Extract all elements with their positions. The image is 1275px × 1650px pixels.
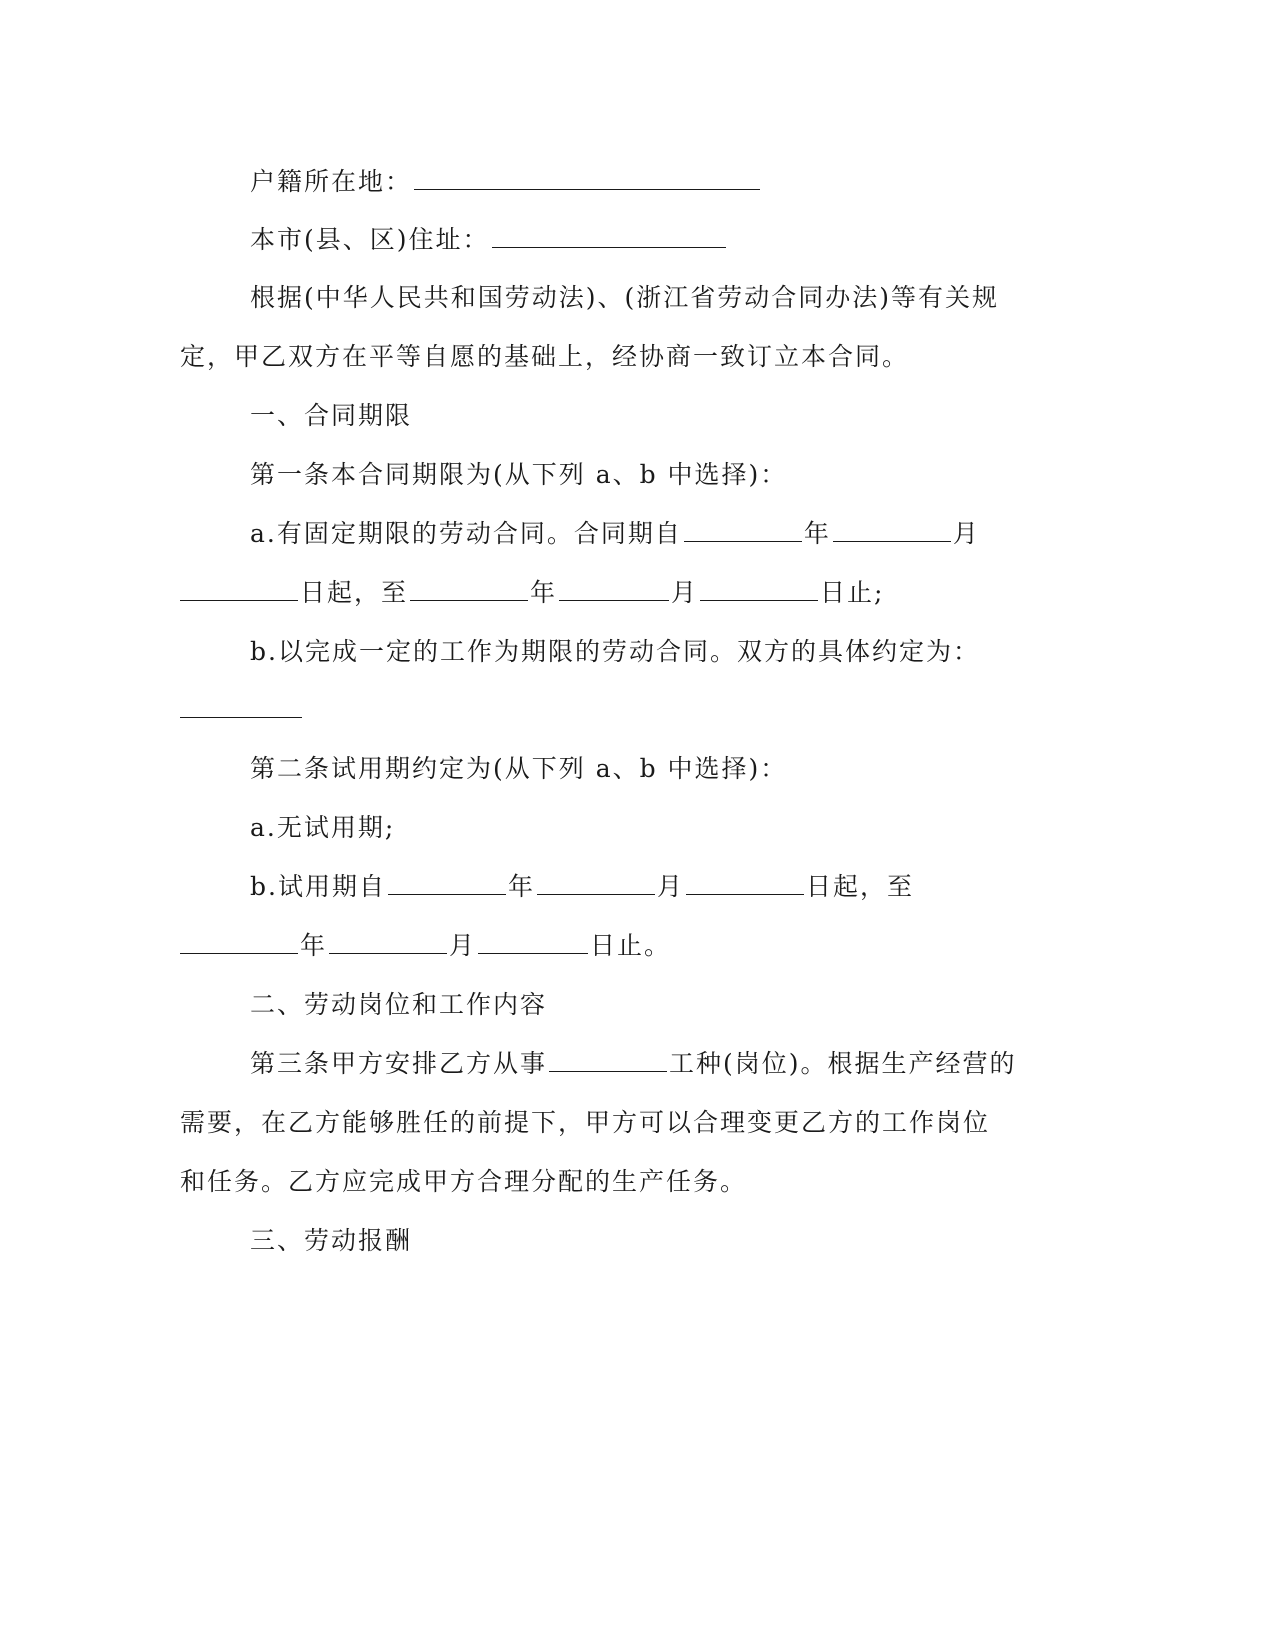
unit-text: 月 (952, 519, 980, 548)
paragraph-text: 定，甲乙双方在平等自愿的基础上，经协商一致订立本合同。 (180, 342, 910, 371)
contract-term-line (250, 514, 980, 554)
field-hukou-location (250, 162, 762, 202)
fill-in-blank[interactable] (684, 515, 802, 542)
option-a-line (250, 808, 395, 848)
article-line (250, 455, 787, 495)
option-b-blank-line (180, 690, 304, 730)
unit-text: 日起，至 (805, 872, 914, 901)
paragraph-line (250, 278, 999, 318)
field-local-address (250, 220, 728, 260)
fill-in-blank[interactable] (549, 1045, 667, 1072)
fill-in-blank[interactable] (388, 868, 506, 895)
fill-in-blank[interactable] (180, 691, 302, 718)
unit-text: 日止。 (590, 931, 672, 960)
article-text: 第二条试用期约定为(从下列 a、b 中选择)： (250, 754, 788, 783)
unit-text: 年 (530, 578, 558, 607)
probation-line-cont (180, 926, 671, 966)
option-b-line (250, 632, 980, 672)
field-label: 户籍所在地： (250, 167, 413, 196)
fill-in-blank[interactable] (478, 927, 588, 954)
unit-text: 月 (449, 931, 477, 960)
fill-in-blank[interactable] (329, 927, 447, 954)
probation-line (250, 867, 914, 907)
fill-in-blank[interactable] (537, 868, 655, 895)
article-text: 第一条本合同期限为(从下列 a、b 中选择)： (250, 460, 788, 489)
section-heading-text: 三、劳动报酬 (250, 1226, 413, 1255)
unit-text: 月 (671, 578, 699, 607)
section-heading-text: 一、合同期限 (250, 401, 413, 430)
article-text: 工种(岗位)。根据生产经营的 (669, 1049, 1017, 1078)
section-heading (250, 396, 412, 436)
fill-in-blank[interactable] (833, 515, 951, 542)
article-line (250, 1044, 1017, 1084)
article-text: 第三条甲方安排乙方从事 (250, 1049, 548, 1078)
option-text: b.试用期自 (250, 872, 386, 901)
contract-term-line-cont (180, 573, 884, 613)
fill-in-blank[interactable] (414, 163, 760, 190)
section-heading (250, 985, 547, 1025)
paragraph-line (180, 1103, 990, 1143)
field-label: 本市(县、区)住址： (250, 225, 490, 254)
paragraph-text: 和任务。乙方应完成甲方合理分配的生产任务。 (180, 1167, 748, 1196)
option-text: a.无试用期; (250, 813, 396, 842)
paragraph-text: 根据(中华人民共和国劳动法)、(浙江省劳动合同办法)等有关规 (250, 283, 1000, 312)
option-text: a.有固定期限的劳动合同。合同期自 (250, 519, 682, 548)
fill-in-blank[interactable] (700, 574, 818, 601)
fill-in-blank[interactable] (410, 574, 528, 601)
paragraph-text: 需要，在乙方能够胜任的前提下，甲方可以合理变更乙方的工作岗位 (180, 1108, 991, 1137)
section-heading (250, 1221, 412, 1261)
unit-text: 日止; (820, 578, 885, 607)
fill-in-blank[interactable] (559, 574, 669, 601)
fill-in-blank[interactable] (180, 927, 298, 954)
fill-in-blank[interactable] (180, 574, 298, 601)
fill-in-blank[interactable] (686, 868, 804, 895)
option-text: b.以完成一定的工作为期限的劳动合同。双方的具体约定为： (250, 637, 980, 666)
unit-text: 年 (507, 872, 535, 901)
paragraph-line (180, 337, 909, 377)
unit-text: 年 (300, 931, 328, 960)
paragraph-line (180, 1162, 747, 1202)
fill-in-blank[interactable] (492, 221, 726, 248)
unit-text: 月 (656, 872, 684, 901)
article-line (250, 749, 787, 789)
unit-text: 年 (803, 519, 831, 548)
unit-text: 日起，至 (300, 578, 409, 607)
section-heading-text: 二、劳动岗位和工作内容 (250, 990, 548, 1019)
